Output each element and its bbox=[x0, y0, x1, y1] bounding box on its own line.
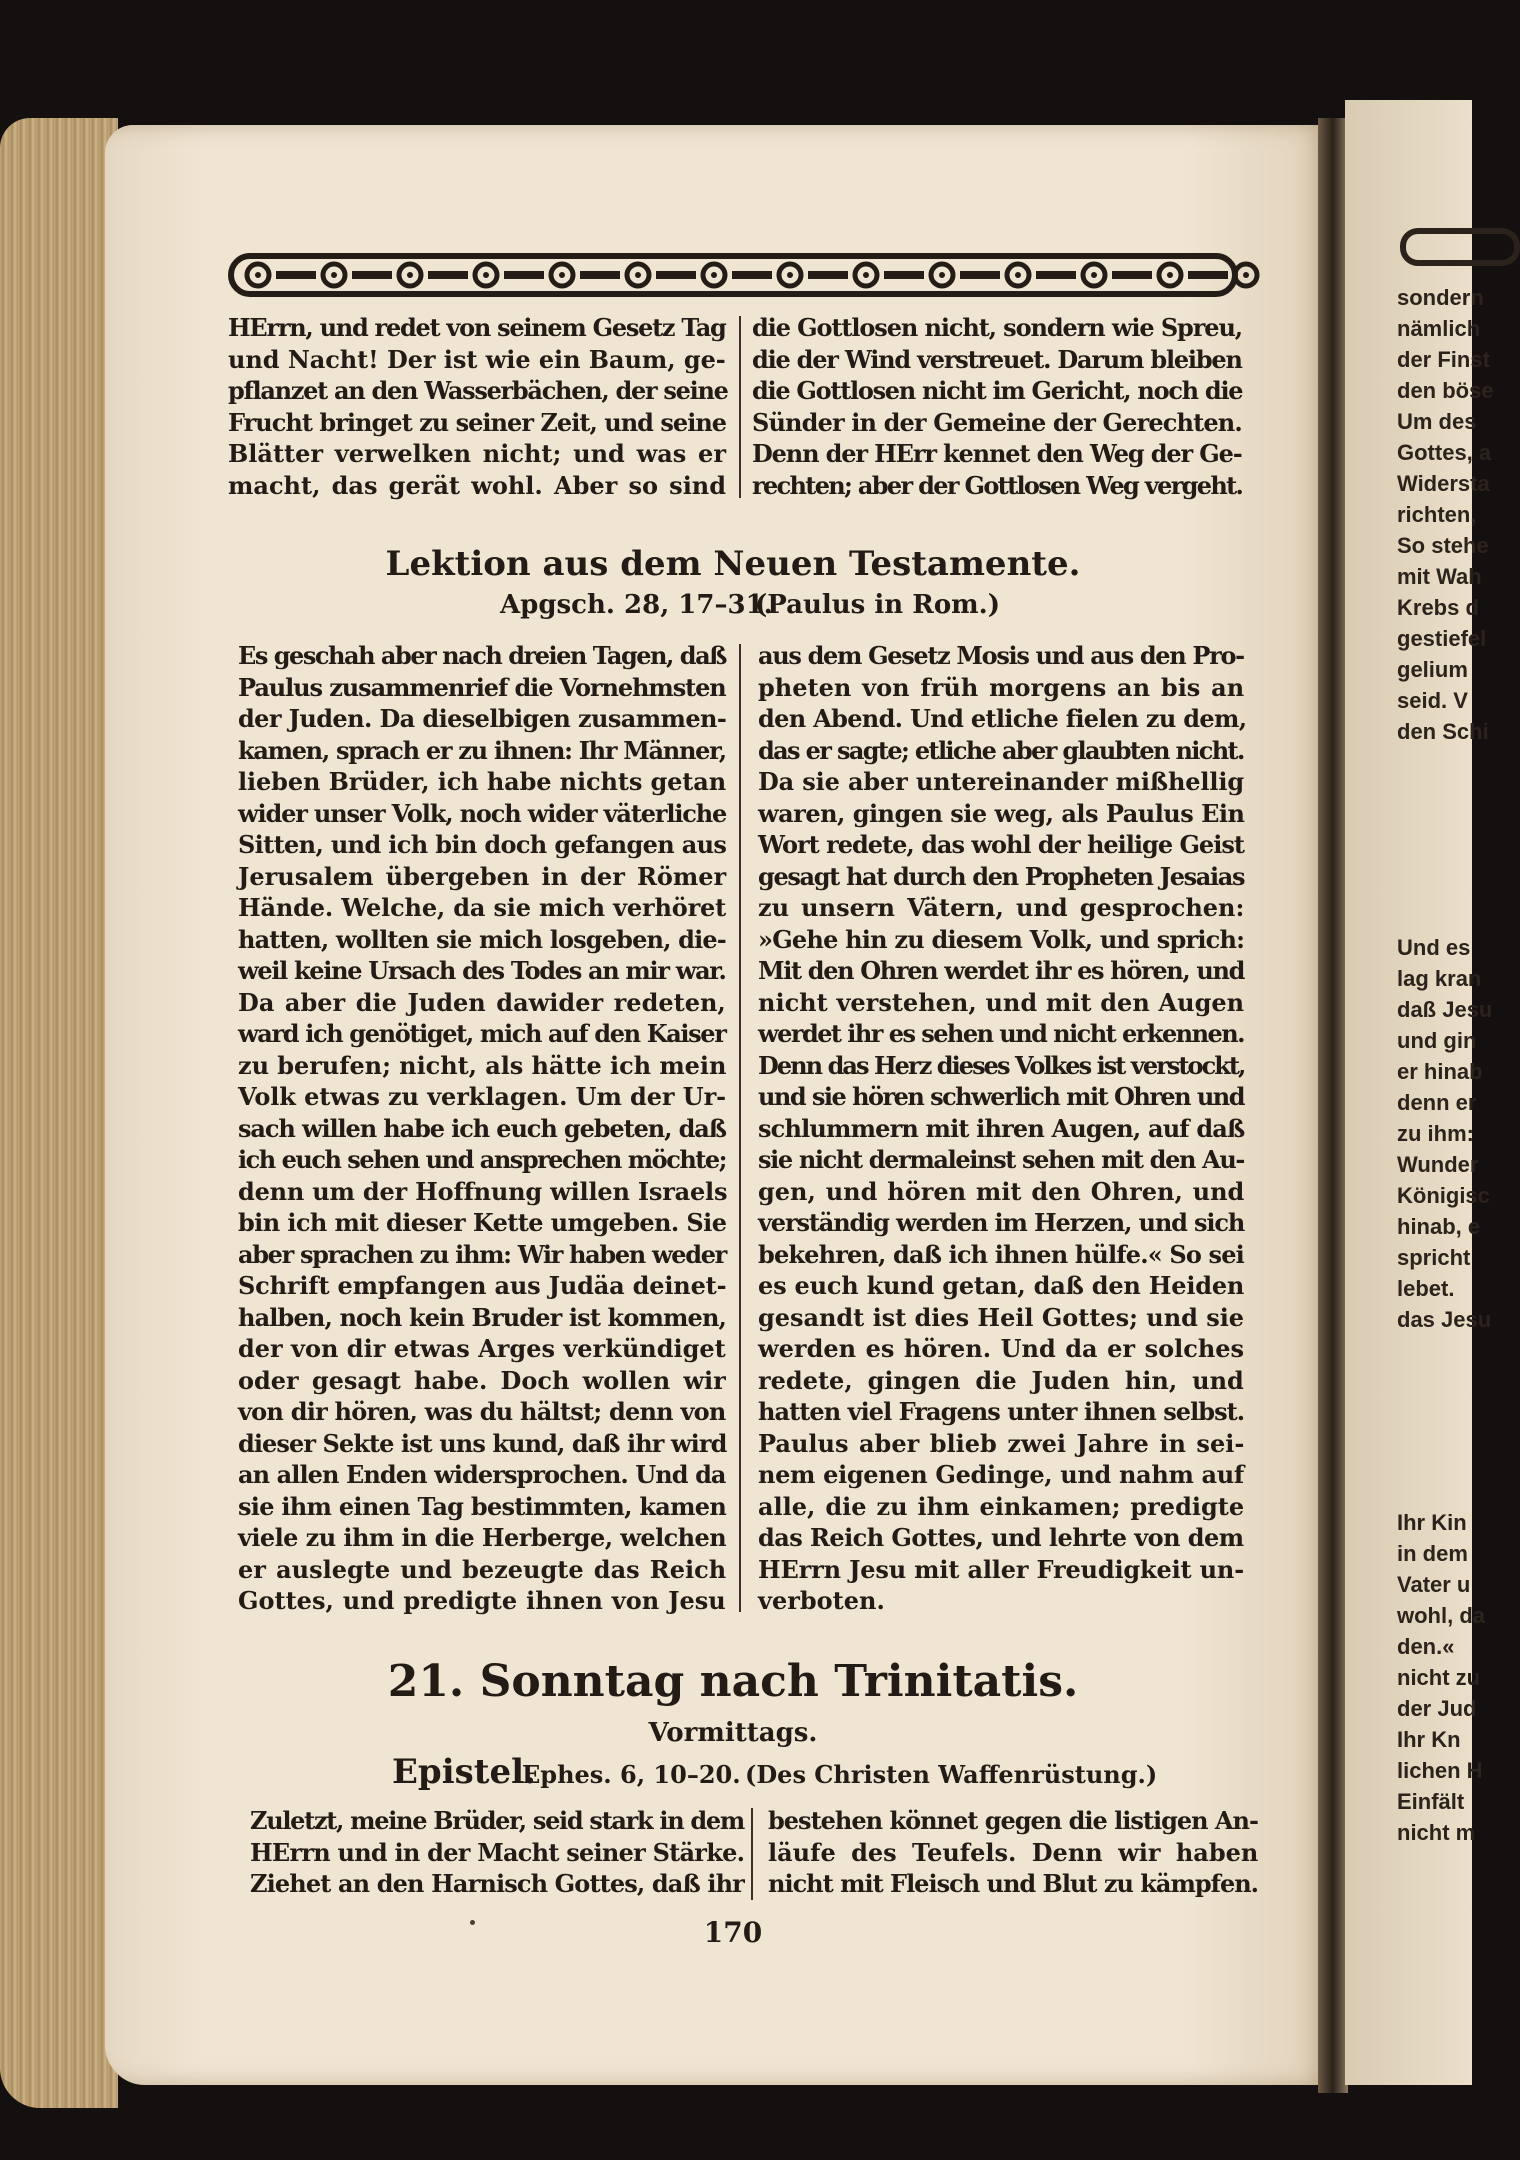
ornament-dot bbox=[939, 272, 945, 278]
text-line: hatten viel Fragens unter ihnen selbst. bbox=[758, 1397, 1245, 1426]
text-line: HErrn und in der Macht seiner Stärke. bbox=[250, 1837, 745, 1867]
facing-page-line: nicht zu bbox=[1397, 1665, 1481, 1690]
facing-page-line: nicht m bbox=[1397, 1820, 1476, 1845]
facing-page-line: richten, bbox=[1397, 502, 1477, 527]
ornament-dot bbox=[787, 272, 793, 278]
facing-page-line: Krebs d bbox=[1397, 595, 1479, 620]
facing-page-line: den.« bbox=[1397, 1634, 1455, 1659]
epistle-left-column bbox=[250, 1805, 744, 1900]
text-line: werdet ihr es sehen und nicht erkennen. bbox=[758, 1019, 1244, 1048]
text-line: Denn der HErr kennet den Weg der Ge- bbox=[752, 439, 1242, 468]
text-line: Sünder in der Gemeine der Gerechten. bbox=[752, 407, 1242, 437]
facing-page-line: So stehe bbox=[1397, 533, 1489, 558]
text-line: an allen Enden widersprochen. Und da bbox=[238, 1460, 726, 1489]
text-line: zu unsern Vätern, und gesprochen: bbox=[758, 893, 1245, 922]
text-line: die Gottlosen nicht im Gericht, noch die bbox=[752, 376, 1243, 405]
sunday-title: 21. Sonntag nach Trinitatis. bbox=[387, 1656, 1079, 1707]
text-line: sie ihm einen Tag bestimmten, kamen bbox=[238, 1491, 727, 1521]
text-line: den Abend. Und etliche fielen zu dem, bbox=[758, 704, 1247, 733]
facing-page-line: zu ihm: bbox=[1397, 1121, 1474, 1146]
lesson-right-column bbox=[758, 640, 1247, 1617]
facing-page-line: denn er bbox=[1397, 1090, 1477, 1115]
page-number: 170 bbox=[703, 1916, 763, 1949]
text-line: wider unser Volk, noch wider väterliche bbox=[238, 798, 727, 828]
text-line: gesandt ist dies Heil Gottes; und sie bbox=[758, 1302, 1245, 1332]
facing-page-line: der Finst bbox=[1397, 347, 1490, 372]
ornament-bar bbox=[1188, 271, 1228, 279]
text-line: Frucht bringet zu seiner Zeit, und seine bbox=[228, 407, 727, 437]
text-line: gen, und hören mit den Ohren, und bbox=[758, 1176, 1245, 1206]
text-line: verständig werden im Herzen, und sich bbox=[758, 1208, 1245, 1237]
lesson-reference: Apgsch. 28, 17–31. bbox=[500, 590, 773, 620]
text-line: pflanzet an den Wasserbächen, der seine bbox=[228, 376, 728, 405]
text-line: verboten. bbox=[758, 1586, 885, 1615]
header-ornament-border bbox=[228, 253, 1238, 297]
text-line: Sitten, und ich bin doch gefangen aus bbox=[238, 830, 727, 859]
text-line: nicht verstehen, und mit den Augen bbox=[758, 987, 1245, 1017]
ornament-bar bbox=[1036, 271, 1076, 279]
text-line: die Gottlosen nicht, sondern wie Spreu, bbox=[752, 313, 1243, 342]
facing-page-line: den Schi bbox=[1397, 719, 1489, 744]
text-line: lieben Brüder, ich habe nichts getan bbox=[238, 767, 727, 796]
text-line: oder gesagt habe. Doch wollen wir bbox=[238, 1365, 726, 1395]
text-line: der von dir etwas Arges verkündiget bbox=[238, 1334, 726, 1363]
facing-page-line: der Jud bbox=[1397, 1696, 1477, 1721]
ornament-bar bbox=[656, 271, 696, 279]
text-line: es euch kund getan, daß den Heiden bbox=[758, 1271, 1245, 1300]
text-line: weil keine Ursach des Todes an mir war. bbox=[238, 956, 726, 985]
facing-page-line: daß Jesu bbox=[1397, 997, 1493, 1022]
epistle-subtitle: (Des Christen Waffenrüstung.) bbox=[745, 1760, 1158, 1789]
ornament-dot bbox=[331, 272, 337, 278]
text-line: HErrn Jesu mit aller Freudigkeit un- bbox=[758, 1554, 1244, 1584]
text-line: Paulus zusammenrief die Vornehmsten bbox=[238, 672, 726, 702]
column-divider bbox=[739, 644, 741, 1612]
facing-page-line: lebet. bbox=[1397, 1276, 1455, 1301]
facing-page-line: mit Wah bbox=[1397, 564, 1482, 589]
facing-page-line: Widersta bbox=[1397, 471, 1490, 496]
facing-page-line: seid. V bbox=[1397, 688, 1468, 713]
ornament-bar bbox=[960, 271, 1000, 279]
facing-page-line: gelium bbox=[1397, 657, 1468, 682]
facing-page-line: hinab, e bbox=[1397, 1214, 1481, 1239]
facing-page-line: den böse bbox=[1397, 378, 1494, 403]
text-line: der Juden. Da dieselbigen zusammen- bbox=[238, 704, 727, 733]
ornament-dot bbox=[711, 272, 717, 278]
text-line: halben, noch kein Bruder ist kommen, bbox=[238, 1302, 727, 1332]
facing-page-line: Einfält bbox=[1397, 1789, 1465, 1814]
text-line: und Nacht! Der ist wie ein Baum, ge- bbox=[228, 344, 726, 374]
intro-right-column bbox=[752, 312, 1242, 501]
text-line: die der Wind verstreuet. Darum bleiben bbox=[752, 344, 1242, 374]
text-line: Ziehet an den Harnisch Gottes, daß ihr bbox=[250, 1869, 744, 1898]
text-line: zu berufen; nicht, als hätte ich mein bbox=[238, 1050, 727, 1080]
text-line: aber sprachen zu ihm: Wir haben weder bbox=[238, 1239, 726, 1269]
column-divider bbox=[751, 1808, 753, 1900]
lesson-subtitle: (Paulus in Rom.) bbox=[755, 590, 1001, 620]
text-line: dieser Sekte ist uns kund, daß ihr wird bbox=[238, 1428, 727, 1458]
facing-page-ornament bbox=[1400, 228, 1520, 266]
facing-page-line: Vater u bbox=[1397, 1572, 1471, 1597]
facing-page-line: nämlich bbox=[1397, 316, 1481, 341]
text-line: gesagt hat durch den Propheten Jesaias bbox=[758, 861, 1245, 891]
ornament-dot bbox=[1243, 272, 1249, 278]
ornament-bar bbox=[580, 271, 620, 279]
text-line: schlummern mit ihren Augen, auf daß bbox=[758, 1113, 1245, 1143]
text-line: bin ich mit dieser Kette umgeben. Sie bbox=[238, 1208, 727, 1237]
ornament-bar bbox=[276, 271, 316, 279]
facing-page-line: und gin bbox=[1397, 1028, 1477, 1053]
text-line: macht, das gerät wohl. Aber so sind bbox=[228, 470, 727, 500]
text-line: von dir hören, was du hältst; denn von bbox=[238, 1397, 726, 1426]
facing-page-line: Königisc bbox=[1397, 1183, 1490, 1208]
text-line: bekehren, daß ich ihnen hülfe.« So sei bbox=[758, 1239, 1244, 1269]
ornament-dot bbox=[1167, 272, 1173, 278]
text-line: denn um der Hoffnung willen Israels bbox=[238, 1176, 728, 1206]
ornament-dot bbox=[863, 272, 869, 278]
epistle-reference: Ephes. 6, 10–20. bbox=[522, 1760, 741, 1789]
text-line: das Reich Gottes, und lehrte von dem bbox=[758, 1523, 1244, 1552]
text-line: läufe des Teufels. Denn wir haben bbox=[768, 1837, 1259, 1867]
text-line: Schrift empfangen aus Judäa deinet- bbox=[238, 1271, 727, 1300]
text-line: bestehen könnet gegen die listigen An- bbox=[768, 1806, 1258, 1835]
text-line: Da aber die Juden dawider redeten, bbox=[238, 987, 726, 1017]
facing-page-line: Um des bbox=[1397, 409, 1477, 434]
text-line: rechten; aber der Gottlosen Weg vergeht. bbox=[752, 470, 1243, 500]
text-line: Wort redete, das wohl der heilige Geist bbox=[758, 830, 1244, 859]
ink-smudge bbox=[470, 1920, 475, 1925]
text-line: werden es hören. Und da er solches bbox=[758, 1334, 1245, 1363]
text-line: Zuletzt, meine Brüder, seid stark in dem bbox=[250, 1806, 744, 1835]
text-line: Jerusalem übergeben in der Römer bbox=[238, 861, 727, 891]
ornament-dot bbox=[483, 272, 489, 278]
text-line: aus dem Gesetz Mosis und aus den Pro- bbox=[758, 641, 1244, 670]
text-line: Volk etwas zu verklagen. Um der Ur- bbox=[238, 1082, 727, 1111]
facing-page-line: Und es bbox=[1397, 935, 1471, 960]
text-line: Es geschah aber nach dreien Tagen, daß bbox=[238, 641, 726, 670]
text-line: ich euch sehen und ansprechen möchte; bbox=[238, 1145, 727, 1174]
ornament-dot bbox=[1091, 272, 1097, 278]
facing-page-line: wohl, da bbox=[1397, 1603, 1485, 1628]
text-line: nicht mit Fleisch und Blut zu kämpfen. bbox=[768, 1869, 1259, 1898]
ornament-bar bbox=[884, 271, 924, 279]
ornament-bar bbox=[808, 271, 848, 279]
facing-page-line: Ihr Kin bbox=[1397, 1510, 1467, 1535]
text-line: Mit den Ohren werdet ihr es hören, und bbox=[758, 956, 1245, 985]
text-line: waren, gingen sie weg, als Paulus Ein bbox=[758, 798, 1245, 828]
book-gutter bbox=[1318, 118, 1348, 2093]
facing-page-line: spricht bbox=[1397, 1245, 1471, 1270]
ornament-dot bbox=[1015, 272, 1021, 278]
text-line: Da sie aber untereinander mißhellig bbox=[758, 767, 1244, 796]
text-line: »Gehe hin zu diesem Volk, und sprich: bbox=[758, 924, 1245, 954]
facing-page-line: Gottes, a bbox=[1397, 440, 1492, 465]
intro-left-column bbox=[228, 312, 726, 501]
ornament-bar bbox=[732, 271, 772, 279]
text-line: das er sagte; etliche aber glaubten nicht. bbox=[758, 735, 1244, 765]
facing-page-line: gestiefel bbox=[1397, 626, 1487, 651]
ornament-bar bbox=[1112, 271, 1152, 279]
epistle-right-column bbox=[768, 1805, 1258, 1900]
text-line: hatten, wollten sie mich losgeben, die- bbox=[238, 924, 726, 954]
text-line: Gottes, und predigte ihnen von Jesu bbox=[238, 1586, 726, 1615]
lesson-heading: Lektion aus dem Neuen Testamente. bbox=[385, 544, 1081, 584]
ornament-dot bbox=[559, 272, 565, 278]
facing-page-line: lag kran bbox=[1397, 966, 1482, 991]
text-line: viele zu ihm in die Herberge, welchen bbox=[238, 1523, 727, 1552]
text-line: Paulus aber blieb zwei Jahre in sei- bbox=[758, 1428, 1245, 1458]
ornament-bar bbox=[428, 271, 468, 279]
text-line: HErrn, und redet von seinem Gesetz Tag bbox=[228, 313, 726, 342]
facing-page-line: sondern bbox=[1397, 285, 1484, 310]
facing-page-line: das Jesu bbox=[1397, 1307, 1492, 1332]
book-page-edges bbox=[0, 118, 118, 2108]
facing-page-line: lichen H bbox=[1397, 1758, 1483, 1783]
text-line: Denn das Herz dieses Volkes ist verstockt, bbox=[758, 1050, 1245, 1080]
facing-page-line: in dem bbox=[1397, 1541, 1468, 1566]
column-divider bbox=[739, 316, 741, 498]
epistle-label: Epistel. bbox=[392, 1752, 536, 1792]
ornament-dot bbox=[635, 272, 641, 278]
facing-page bbox=[1345, 100, 1494, 2085]
text-line: und sie hören schwerlich mit Ohren und bbox=[758, 1082, 1244, 1111]
text-line: nem eigenen Gedinge, und nahm auf bbox=[758, 1460, 1244, 1489]
text-line: sach willen habe ich euch gebeten, daß bbox=[238, 1113, 726, 1143]
ornament-bar bbox=[352, 271, 392, 279]
text-line: alle, die zu ihm einkamen; predigte bbox=[758, 1491, 1245, 1521]
text-line: redete, gingen die Juden hin, und bbox=[758, 1365, 1244, 1395]
sunday-subtitle: Vormittags. bbox=[648, 1718, 818, 1748]
text-line: er auslegte und bezeugte das Reich bbox=[238, 1554, 727, 1584]
text-line: Blätter verwelken nicht; und was er bbox=[228, 439, 726, 468]
lesson-left-column bbox=[238, 640, 726, 1617]
text-line: kamen, sprach er zu ihnen: Ihr Männer, bbox=[238, 735, 726, 765]
text-line: ward ich genötiget, mich auf den Kaiser bbox=[238, 1019, 726, 1048]
facing-page-line: Ihr Kn bbox=[1397, 1727, 1461, 1752]
ornament-bar bbox=[504, 271, 544, 279]
ornament-dot bbox=[255, 272, 261, 278]
facing-page-line: er hinab bbox=[1397, 1059, 1483, 1084]
text-line: pheten von früh morgens an bis an bbox=[758, 672, 1245, 702]
facing-page-line: Wunder bbox=[1397, 1152, 1479, 1177]
ornament-dot bbox=[407, 272, 413, 278]
text-line: sie nicht dermaleinst sehen mit den Au- bbox=[758, 1145, 1245, 1174]
text-line: Hände. Welche, da sie mich verhöret bbox=[238, 893, 727, 922]
